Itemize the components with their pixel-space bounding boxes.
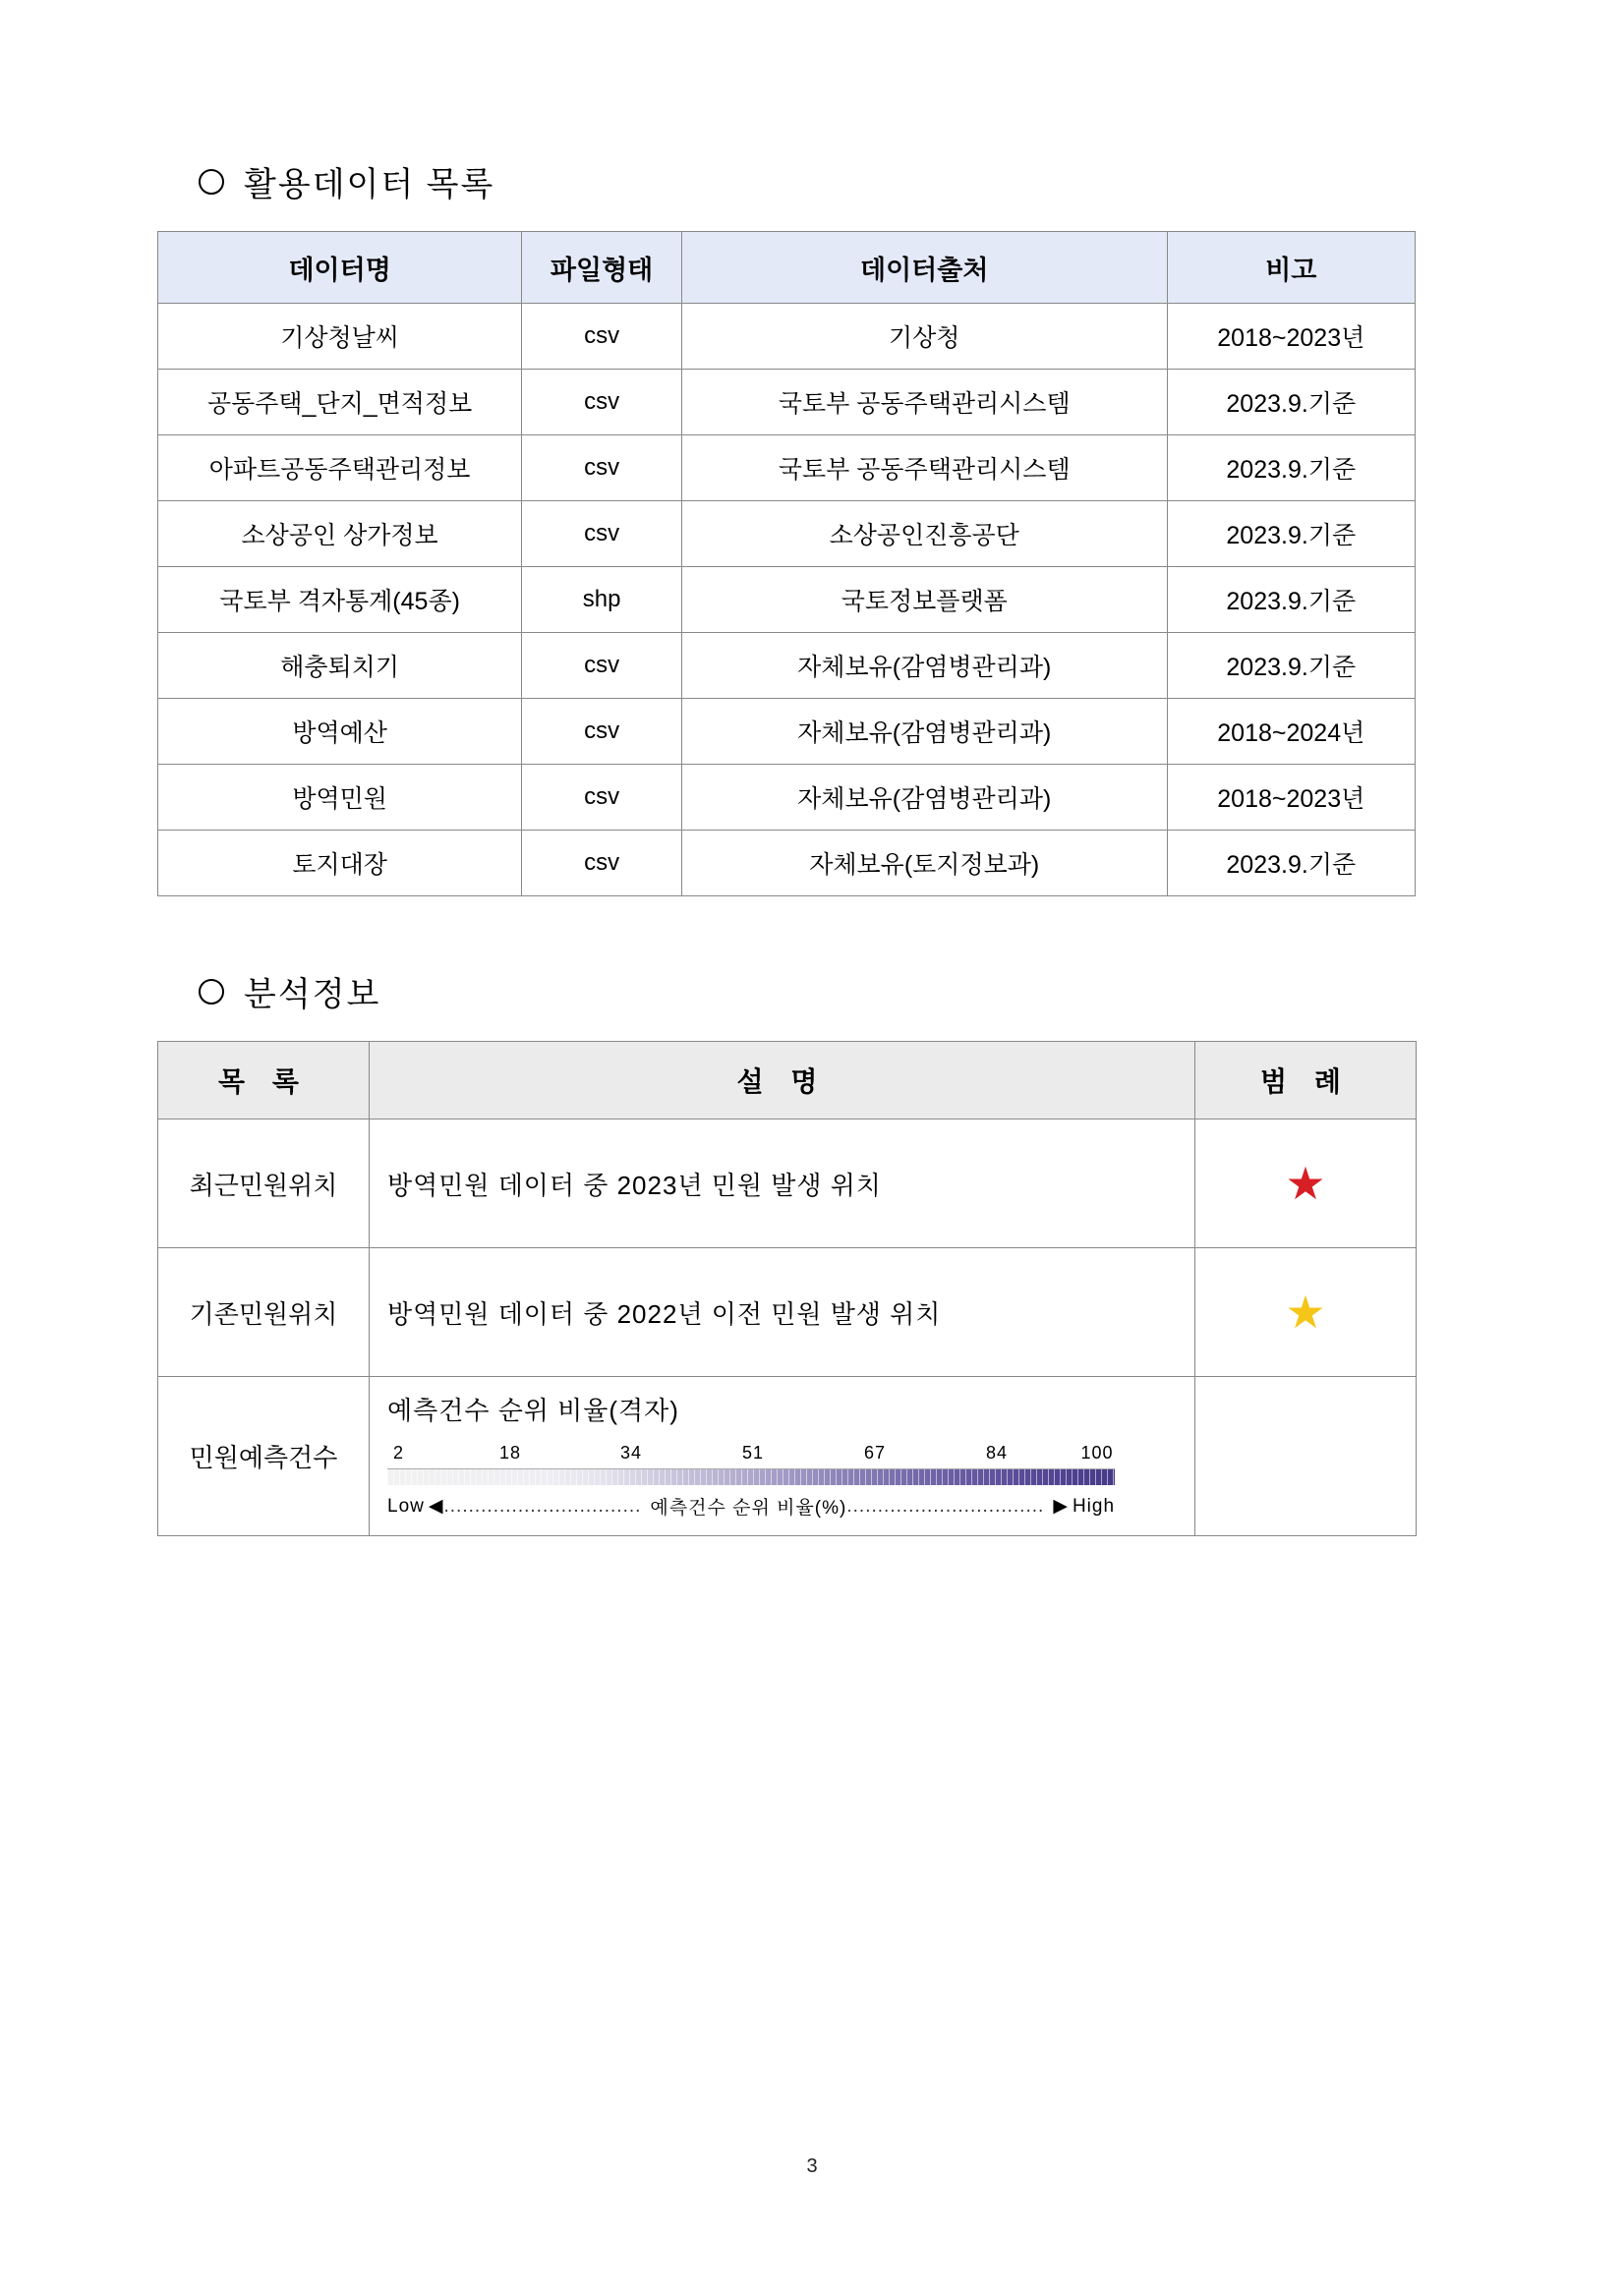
cell-file-type: csv <box>522 765 682 831</box>
legend-dots-left: ................................ <box>443 1495 642 1517</box>
circle-bullet-icon <box>199 169 224 195</box>
cell-description-legend-chart <box>370 1377 1195 1536</box>
page-number: 3 <box>806 2155 818 2177</box>
cell-file-type: shp <box>522 567 682 633</box>
cell-legend-empty <box>1195 1377 1417 1536</box>
circle-bullet-icon <box>199 979 224 1004</box>
cell-description: 방역민원 데이터 중 2022년 이전 민원 발생 위치 <box>370 1248 1195 1377</box>
legend-high-arrow-icon: ▶ <box>1053 1496 1069 1517</box>
column-header-item: 목 록 <box>158 1042 370 1119</box>
cell-remarks: 2023.9.기준 <box>1167 501 1415 567</box>
page-content <box>157 157 1467 1536</box>
legend-chart-title: 예측건수 순위 비율(격자) <box>387 1396 679 1425</box>
cell-description: 방역민원 데이터 중 2023년 민원 발생 위치 <box>370 1119 1195 1248</box>
cell-data-name: 방역예산 <box>158 699 522 765</box>
table-row <box>158 304 1416 370</box>
table-row <box>158 501 1416 567</box>
section-heading-analysis-info <box>157 967 1467 1015</box>
cell-data-source: 기상청 <box>681 304 1167 370</box>
table-row <box>158 1248 1417 1377</box>
cell-remarks: 2023.9.기준 <box>1167 435 1415 501</box>
cell-file-type: csv <box>522 633 682 699</box>
column-header-data-name: 데이터명 <box>158 232 522 304</box>
legend-tick-0: 2 <box>393 1443 405 1463</box>
cell-data-name: 소상공인 상가정보 <box>158 501 522 567</box>
cell-file-type: csv <box>522 370 682 435</box>
legend-tick-4: 67 <box>863 1443 887 1463</box>
cell-item: 최근민원위치 <box>158 1119 370 1248</box>
legend-tick-2: 34 <box>619 1443 643 1463</box>
cell-data-name: 기상청날씨 <box>158 304 522 370</box>
table-row <box>158 633 1416 699</box>
cell-data-source: 자체보유(감염병관리과) <box>681 699 1167 765</box>
cell-data-source: 자체보유(토지정보과) <box>681 831 1167 896</box>
column-header-file-type: 파일형태 <box>522 232 682 304</box>
cell-data-name: 아파트공동주택관리정보 <box>158 435 522 501</box>
legend-tick-5: 84 <box>985 1443 1009 1463</box>
legend-axis-footer <box>387 1493 1115 1520</box>
cell-remarks: 2018~2023년 <box>1167 304 1415 370</box>
legend-axis-label: 예측건수 순위 비율(%) <box>650 1498 847 1519</box>
section2-title: 분석정보 <box>244 976 381 1013</box>
table-row <box>158 1119 1417 1248</box>
star-icon-yellow: ★ <box>1285 1287 1326 1338</box>
cell-item: 민원예측건수 <box>158 1377 370 1536</box>
analysis-info-table <box>157 1041 1417 1536</box>
column-header-legend: 범 례 <box>1195 1042 1417 1119</box>
star-icon-red: ★ <box>1285 1158 1326 1209</box>
cell-item: 기존민원위치 <box>158 1248 370 1377</box>
cell-file-type: csv <box>522 699 682 765</box>
legend-low-arrow-icon: ◀ <box>428 1496 444 1517</box>
legend-high-label: High <box>1072 1495 1116 1517</box>
table-row <box>158 831 1416 896</box>
cell-remarks: 2023.9.기준 <box>1167 567 1415 633</box>
column-header-remarks: 비고 <box>1167 232 1415 304</box>
cell-file-type: csv <box>522 435 682 501</box>
legend-chart <box>387 1377 1177 1535</box>
table-header-row <box>158 1042 1417 1119</box>
cell-data-source: 자체보유(감염병관리과) <box>681 765 1167 831</box>
cell-data-source: 국토부 공동주택관리시스템 <box>681 370 1167 435</box>
legend-tick-1: 18 <box>498 1443 522 1463</box>
cell-data-name: 공동주택_단지_면적정보 <box>158 370 522 435</box>
cell-remarks: 2018~2024년 <box>1167 699 1415 765</box>
cell-data-source: 국토부 공동주택관리시스템 <box>681 435 1167 501</box>
table-row <box>158 1377 1417 1536</box>
cell-remarks: 2023.9.기준 <box>1167 831 1415 896</box>
section-heading-data-list <box>157 157 1467 205</box>
cell-remarks: 2018~2023년 <box>1167 765 1415 831</box>
column-header-description: 설 명 <box>370 1042 1195 1119</box>
cell-data-source: 자체보유(감염병관리과) <box>681 633 1167 699</box>
legend-low-label: Low <box>387 1495 425 1517</box>
column-header-data-source: 데이터출처 <box>681 232 1167 304</box>
data-list-table <box>157 231 1416 896</box>
cell-file-type: csv <box>522 304 682 370</box>
legend-tick-3: 51 <box>741 1443 765 1463</box>
table-header-row <box>158 232 1416 304</box>
cell-data-source: 소상공인진흥공단 <box>681 501 1167 567</box>
table-row <box>158 699 1416 765</box>
legend-scale <box>387 1443 1115 1520</box>
table-row <box>158 567 1416 633</box>
legend-dots-right: ................................ <box>846 1495 1045 1517</box>
cell-data-name: 해충퇴치기 <box>158 633 522 699</box>
section-spacer <box>157 896 1467 967</box>
cell-legend <box>1195 1119 1417 1248</box>
cell-data-name: 토지대장 <box>158 831 522 896</box>
cell-data-name: 방역민원 <box>158 765 522 831</box>
table-row <box>158 765 1416 831</box>
legend-tick-6: 100 <box>1080 1443 1114 1463</box>
table-row <box>158 435 1416 501</box>
legend-tick-labels <box>387 1443 1115 1468</box>
cell-legend <box>1195 1248 1417 1377</box>
cell-file-type: csv <box>522 831 682 896</box>
legend-gradient-bar <box>387 1468 1115 1485</box>
cell-remarks: 2023.9.기준 <box>1167 370 1415 435</box>
cell-data-name: 국토부 격자통계(45종) <box>158 567 522 633</box>
cell-data-source: 국토정보플랫폼 <box>681 567 1167 633</box>
cell-file-type: csv <box>522 501 682 567</box>
table-row <box>158 370 1416 435</box>
cell-remarks: 2023.9.기준 <box>1167 633 1415 699</box>
section1-title: 활용데이터 목록 <box>244 166 495 203</box>
